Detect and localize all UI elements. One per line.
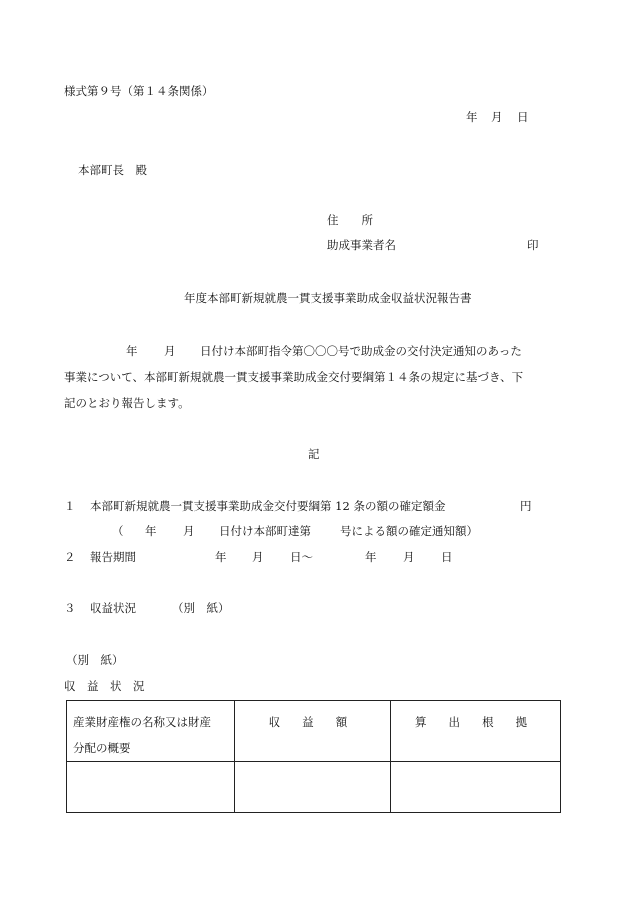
body-month: 月: [164, 344, 176, 358]
seal-mark: 印: [527, 238, 539, 252]
header-property-line1: 産業財産権の名称又は財産: [73, 715, 211, 729]
item2-month-start: 月: [252, 550, 264, 564]
item2-number: ２: [64, 550, 76, 564]
date-month: 月: [491, 110, 503, 124]
cell-property-overview[interactable]: [67, 762, 235, 813]
date-day: 日: [517, 110, 529, 124]
cell-revenue-amount[interactable]: [234, 762, 391, 813]
item1-sub-end: 号による額の確定通知額）: [340, 524, 478, 538]
item1-unit: 円: [520, 499, 532, 513]
item1-sub-open: （: [112, 524, 124, 538]
body-line2: 事業について、本部町新規就農一貫支援事業助成金交付要綱第１４条の規定に基づき、下: [64, 370, 524, 384]
header-revenue-label: 収 益 額: [268, 715, 357, 729]
body-line1: 日付け本部町指令第〇〇〇号で助成金の交付決定通知のあった: [200, 344, 522, 358]
header-calculation-basis: [391, 701, 561, 762]
item2-year-end: 年: [365, 550, 377, 564]
table-row: [67, 762, 561, 813]
item1-sub-year: 年: [145, 524, 157, 538]
attachment-label: （別 紙）: [66, 653, 124, 667]
ki-marker: 記: [308, 447, 320, 461]
item2-day-start: 日～: [290, 550, 313, 564]
item3-number: ３: [64, 601, 76, 615]
date-year: 年: [466, 110, 478, 124]
address-label: 住 所: [327, 213, 373, 227]
item2-year-start: 年: [215, 550, 227, 564]
document-title: 年度本部町新規就農一貫支援事業助成金収益状況報告書: [184, 291, 472, 305]
item1-sub-month: 月: [183, 524, 195, 538]
table-header-row: [67, 701, 561, 762]
item1-number: １: [64, 499, 76, 513]
item3-attachment-ref: （別 紙）: [172, 601, 230, 615]
header-property-line2: 分配の概要: [73, 741, 131, 755]
item1-text: 本部町新規就農一貫支援事業助成金交付要綱第 12 条の額の確定額金: [90, 499, 446, 513]
header-revenue-amount: [234, 701, 391, 762]
header-basis-label: 算 出 根 拠: [414, 715, 537, 729]
header-property-overview: [67, 701, 235, 762]
item2-month-end: 月: [403, 550, 415, 564]
attachment-heading: 収 益 状 況: [64, 679, 145, 693]
item1-sub-rest: 日付け本部町達第: [219, 524, 311, 538]
item2-day-end: 日: [441, 550, 453, 564]
recipient: 本部町長 殿: [78, 163, 147, 177]
cell-calculation-basis[interactable]: [391, 762, 561, 813]
applicant-name-label: 助成事業者名: [327, 238, 396, 252]
item3-label: 収益状況: [90, 601, 136, 615]
form-number: 様式第９号（第１４条関係）: [64, 84, 214, 98]
body-year: 年: [126, 344, 138, 358]
item2-label: 報告期間: [90, 550, 136, 564]
body-line3: 記のとおり報告します。: [64, 396, 190, 410]
revenue-table: [66, 700, 561, 813]
